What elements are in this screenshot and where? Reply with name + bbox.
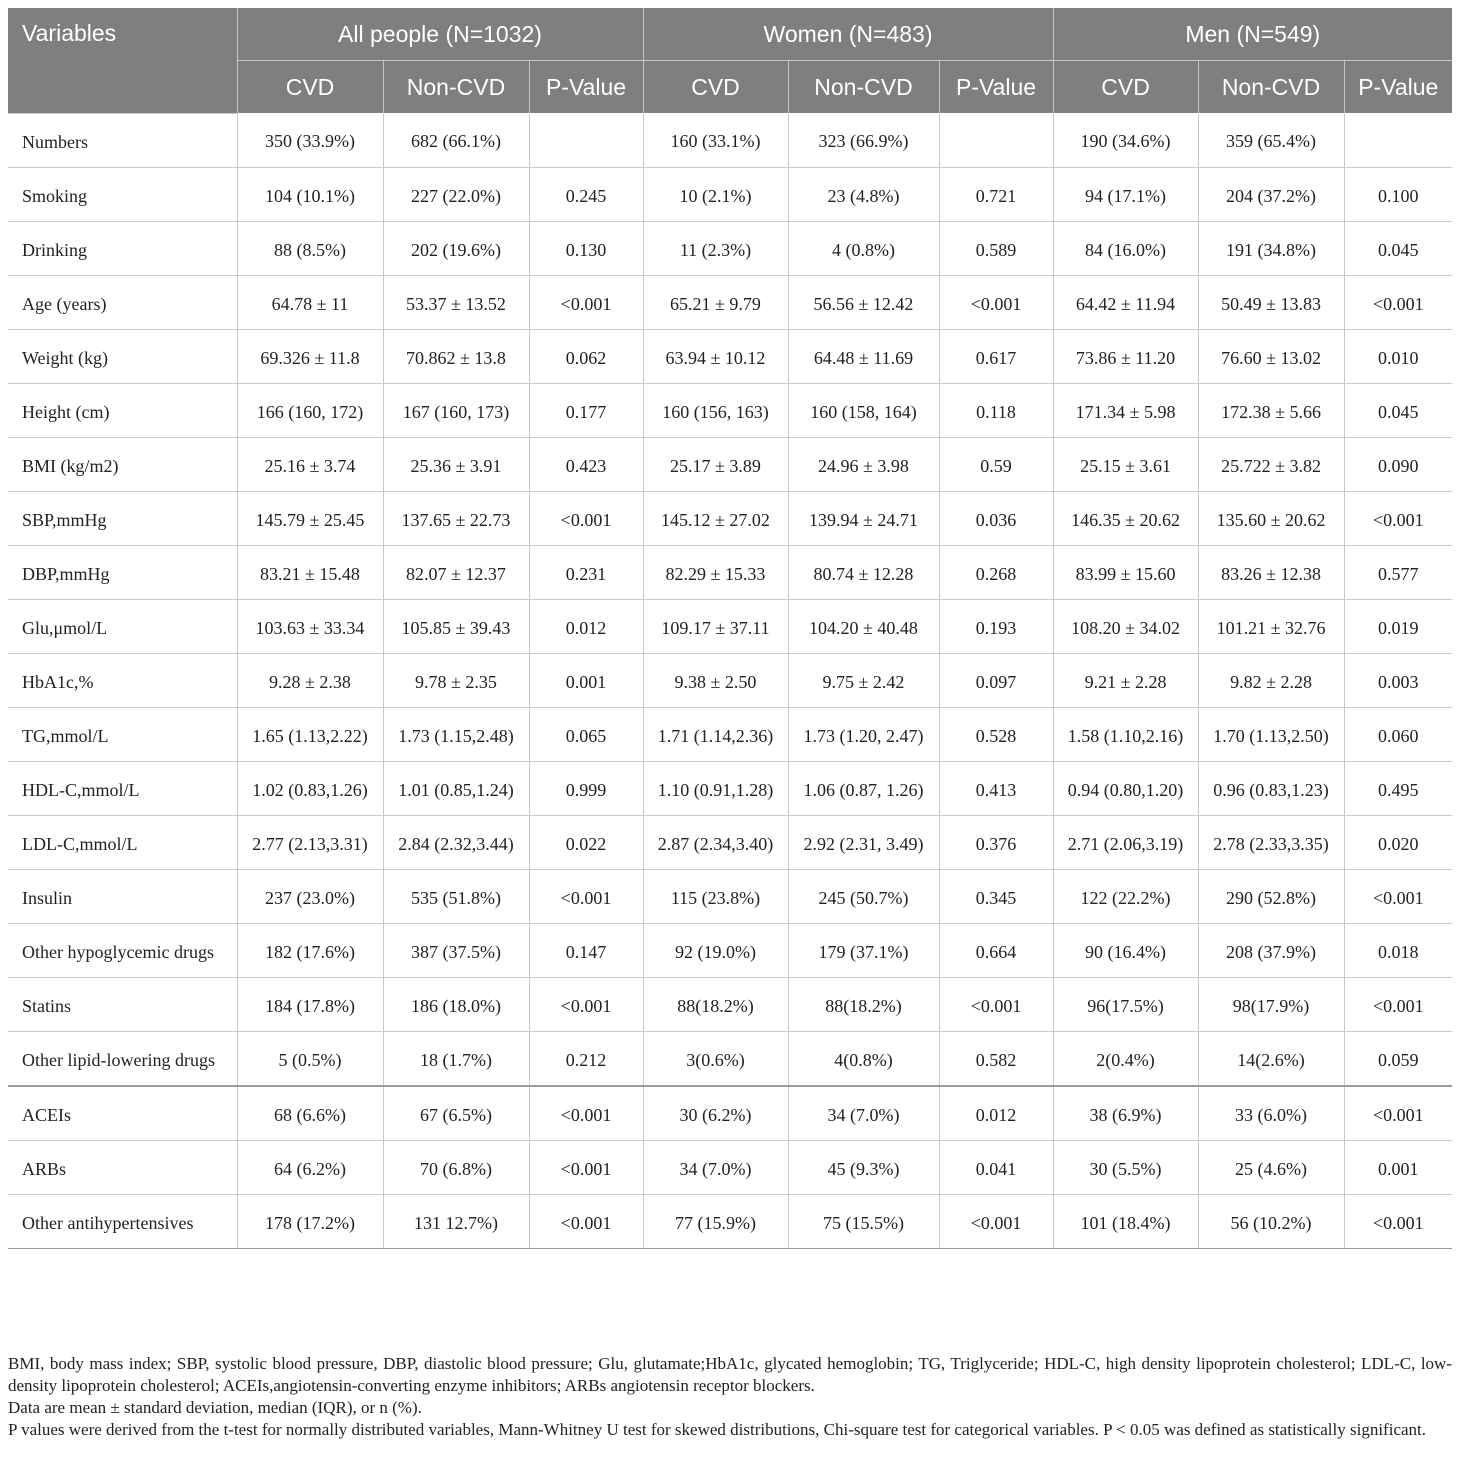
- table-cell: 25 (4.6%): [1198, 1140, 1344, 1194]
- table-cell: 0.062: [529, 329, 643, 383]
- header-variables: Variables: [8, 8, 237, 113]
- table-container: [8, 8, 1452, 1249]
- table-cell: 25.15 ± 3.61: [1053, 437, 1198, 491]
- table-cell: 290 (52.8%): [1198, 869, 1344, 923]
- table-cell: 1.02 (0.83,1.26): [237, 761, 383, 815]
- table-cell: 63.94 ± 10.12: [643, 329, 788, 383]
- table-cell: 0.376: [939, 815, 1053, 869]
- table-cell: 30 (6.2%): [643, 1086, 788, 1141]
- table-cell: 25.722 ± 3.82: [1198, 437, 1344, 491]
- table-cell: 323 (66.9%): [788, 113, 939, 167]
- table-cell: 25.17 ± 3.89: [643, 437, 788, 491]
- header-subcol: CVD: [1053, 61, 1198, 114]
- table-cell: 237 (23.0%): [237, 869, 383, 923]
- header-subcol: CVD: [237, 61, 383, 114]
- table-cell: 77 (15.9%): [643, 1194, 788, 1248]
- table-cell: 82.29 ± 15.33: [643, 545, 788, 599]
- table-cell: 0.020: [1344, 815, 1452, 869]
- table-cell: [1344, 113, 1452, 167]
- table-cell: 1.70 (1.13,2.50): [1198, 707, 1344, 761]
- table-cell: 146.35 ± 20.62: [1053, 491, 1198, 545]
- header-group-women: Women (N=483): [643, 8, 1053, 61]
- row-label: Drinking: [8, 221, 237, 275]
- table-cell: 0.721: [939, 167, 1053, 221]
- table-cell: <0.001: [1344, 1086, 1452, 1141]
- table-cell: <0.001: [529, 1140, 643, 1194]
- table-cell: 105.85 ± 39.43: [383, 599, 529, 653]
- table-row: [8, 167, 1452, 221]
- table-cell: 115 (23.8%): [643, 869, 788, 923]
- row-label: Insulin: [8, 869, 237, 923]
- row-label: DBP,mmHg: [8, 545, 237, 599]
- table-cell: 0.577: [1344, 545, 1452, 599]
- table-cell: 101 (18.4%): [1053, 1194, 1198, 1248]
- table-cell: 103.63 ± 33.34: [237, 599, 383, 653]
- table-cell: 535 (51.8%): [383, 869, 529, 923]
- table-cell: 350 (33.9%): [237, 113, 383, 167]
- table-cell: 1.65 (1.13,2.22): [237, 707, 383, 761]
- table-cell: 64 (6.2%): [237, 1140, 383, 1194]
- row-label: Glu,μmol/L: [8, 599, 237, 653]
- table-body: [8, 113, 1452, 1248]
- table-cell: <0.001: [1344, 275, 1452, 329]
- table-cell: 387 (37.5%): [383, 923, 529, 977]
- table-cell: 109.17 ± 37.11: [643, 599, 788, 653]
- header-subcol: P-Value: [1344, 61, 1452, 114]
- table-cell: 1.73 (1.20, 2.47): [788, 707, 939, 761]
- row-label: Other antihypertensives: [8, 1194, 237, 1248]
- table-cell: <0.001: [529, 275, 643, 329]
- table-cell: 53.37 ± 13.52: [383, 275, 529, 329]
- table-cell: 0.022: [529, 815, 643, 869]
- table-cell: <0.001: [1344, 1194, 1452, 1248]
- table-row: [8, 275, 1452, 329]
- table-cell: 1.06 (0.87, 1.26): [788, 761, 939, 815]
- table-cell: 92 (19.0%): [643, 923, 788, 977]
- table-cell: 108.20 ± 34.02: [1053, 599, 1198, 653]
- footnote-statistics: P values were derived from the t-test for normally distributed variables, Mann-Whitney U test for skewed distributions, Chi-square test for categorical variables. P < 0.05 was defined as statistically significant.: [8, 1420, 1427, 1439]
- table-cell: 0.495: [1344, 761, 1452, 815]
- table-cell: 0.147: [529, 923, 643, 977]
- table-row: [8, 923, 1452, 977]
- table-row: [8, 113, 1452, 167]
- table-cell: 98(17.9%): [1198, 977, 1344, 1031]
- table-cell: 0.019: [1344, 599, 1452, 653]
- table-cell: 9.75 ± 2.42: [788, 653, 939, 707]
- table-cell: 9.38 ± 2.50: [643, 653, 788, 707]
- table-cell: 64.48 ± 11.69: [788, 329, 939, 383]
- table-cell: 23 (4.8%): [788, 167, 939, 221]
- table-cell: 80.74 ± 12.28: [788, 545, 939, 599]
- table-cell: 2.87 (2.34,3.40): [643, 815, 788, 869]
- footnote-abbreviations: BMI, body mass index; SBP, systolic blood pressure, DBP, diastolic blood pressure; Glu, glutamate;HbA1c, glycated hemoglobin; TG, Triglyceride; HDL-C, high density lipoprotein cholesterol; LDL-C, low-density lipoprotein cholesterol; ACEIs,angiotensin-converting enzyme inhibitors; ARBs angiotensin receptor blockers.: [8, 1354, 1452, 1395]
- table-cell: 160 (158, 164): [788, 383, 939, 437]
- table-row: [8, 1194, 1452, 1248]
- table-cell: 0.010: [1344, 329, 1452, 383]
- table-cell: [939, 113, 1053, 167]
- table-row: [8, 1140, 1452, 1194]
- table-cell: 2.92 (2.31, 3.49): [788, 815, 939, 869]
- table-cell: 179 (37.1%): [788, 923, 939, 977]
- table-cell: 0.999: [529, 761, 643, 815]
- table-row: [8, 599, 1452, 653]
- table-cell: 0.664: [939, 923, 1053, 977]
- table-cell: 0.617: [939, 329, 1053, 383]
- table-cell: 5 (0.5%): [237, 1031, 383, 1086]
- row-label: Other hypoglycemic drugs: [8, 923, 237, 977]
- row-label: Smoking: [8, 167, 237, 221]
- table-cell: 104 (10.1%): [237, 167, 383, 221]
- table-cell: 33 (6.0%): [1198, 1086, 1344, 1141]
- table-cell: 83.99 ± 15.60: [1053, 545, 1198, 599]
- characteristics-table: [8, 8, 1452, 1249]
- table-row: [8, 329, 1452, 383]
- table-cell: 67 (6.5%): [383, 1086, 529, 1141]
- table-cell: 101.21 ± 32.76: [1198, 599, 1344, 653]
- row-label: HbA1c,%: [8, 653, 237, 707]
- table-cell: 172.38 ± 5.66: [1198, 383, 1344, 437]
- table-cell: 38 (6.9%): [1053, 1086, 1198, 1141]
- table-cell: 25.36 ± 3.91: [383, 437, 529, 491]
- table-cell: 160 (33.1%): [643, 113, 788, 167]
- table-cell: 73.86 ± 11.20: [1053, 329, 1198, 383]
- row-label: TG,mmol/L: [8, 707, 237, 761]
- table-cell: 88(18.2%): [643, 977, 788, 1031]
- table-cell: 11 (2.3%): [643, 221, 788, 275]
- table-cell: 65.21 ± 9.79: [643, 275, 788, 329]
- row-label: Weight (kg): [8, 329, 237, 383]
- table-cell: 84 (16.0%): [1053, 221, 1198, 275]
- table-cell: 359 (65.4%): [1198, 113, 1344, 167]
- table-cell: 18 (1.7%): [383, 1031, 529, 1086]
- row-label: Other lipid-lowering drugs: [8, 1031, 237, 1086]
- table-cell: <0.001: [529, 977, 643, 1031]
- table-cell: 204 (37.2%): [1198, 167, 1344, 221]
- table-cell: 3(0.6%): [643, 1031, 788, 1086]
- table-cell: 0.036: [939, 491, 1053, 545]
- table-cell: 0.090: [1344, 437, 1452, 491]
- table-cell: 171.34 ± 5.98: [1053, 383, 1198, 437]
- table-cell: 227 (22.0%): [383, 167, 529, 221]
- table-cell: 208 (37.9%): [1198, 923, 1344, 977]
- row-label: BMI (kg/m2): [8, 437, 237, 491]
- table-cell: 64.42 ± 11.94: [1053, 275, 1198, 329]
- table-cell: [529, 113, 643, 167]
- row-label: ARBs: [8, 1140, 237, 1194]
- table-cell: <0.001: [939, 1194, 1053, 1248]
- table-cell: 0.94 (0.80,1.20): [1053, 761, 1198, 815]
- table-cell: 4(0.8%): [788, 1031, 939, 1086]
- table-cell: 10 (2.1%): [643, 167, 788, 221]
- table-cell: 0.097: [939, 653, 1053, 707]
- table-cell: 186 (18.0%): [383, 977, 529, 1031]
- table-cell: <0.001: [529, 869, 643, 923]
- row-label: SBP,mmHg: [8, 491, 237, 545]
- table-cell: 25.16 ± 3.74: [237, 437, 383, 491]
- table-cell: 0.001: [1344, 1140, 1452, 1194]
- table-cell: 0.193: [939, 599, 1053, 653]
- header-subcol: P-Value: [939, 61, 1053, 114]
- row-label: Numbers: [8, 113, 237, 167]
- header-subcol: Non-CVD: [1198, 61, 1344, 114]
- table-cell: 1.58 (1.10,2.16): [1053, 707, 1198, 761]
- table-cell: 9.28 ± 2.38: [237, 653, 383, 707]
- table-row: [8, 653, 1452, 707]
- table-row: [8, 221, 1452, 275]
- table-cell: 45 (9.3%): [788, 1140, 939, 1194]
- table-cell: 135.60 ± 20.62: [1198, 491, 1344, 545]
- table-cell: 68 (6.6%): [237, 1086, 383, 1141]
- table-row: [8, 1031, 1452, 1086]
- table-cell: 1.73 (1.15,2.48): [383, 707, 529, 761]
- table-cell: 0.100: [1344, 167, 1452, 221]
- table-cell: 191 (34.8%): [1198, 221, 1344, 275]
- table-cell: <0.001: [1344, 977, 1452, 1031]
- table-cell: 82.07 ± 12.37: [383, 545, 529, 599]
- table-cell: 184 (17.8%): [237, 977, 383, 1031]
- table-cell: 139.94 ± 24.71: [788, 491, 939, 545]
- table-cell: 0.065: [529, 707, 643, 761]
- table-cell: 0.001: [529, 653, 643, 707]
- table-cell: <0.001: [1344, 491, 1452, 545]
- table-cell: 70 (6.8%): [383, 1140, 529, 1194]
- table-cell: 9.21 ± 2.28: [1053, 653, 1198, 707]
- table-cell: 0.345: [939, 869, 1053, 923]
- table-cell: 137.65 ± 22.73: [383, 491, 529, 545]
- table-cell: 2.77 (2.13,3.31): [237, 815, 383, 869]
- table-cell: <0.001: [529, 1194, 643, 1248]
- table-cell: 83.26 ± 12.38: [1198, 545, 1344, 599]
- table-cell: 145.79 ± 25.45: [237, 491, 383, 545]
- header-subcol: CVD: [643, 61, 788, 114]
- table-cell: 30 (5.5%): [1053, 1140, 1198, 1194]
- table-row: [8, 707, 1452, 761]
- table-cell: <0.001: [529, 491, 643, 545]
- table-cell: 0.045: [1344, 383, 1452, 437]
- table-cell: 166 (160, 172): [237, 383, 383, 437]
- table-cell: 1.01 (0.85,1.24): [383, 761, 529, 815]
- table-cell: 0.012: [939, 1086, 1053, 1141]
- table-cell: 1.10 (0.91,1.28): [643, 761, 788, 815]
- table-cell: 0.130: [529, 221, 643, 275]
- header-group-all: All people (N=1032): [237, 8, 643, 61]
- table-cell: <0.001: [939, 275, 1053, 329]
- table-row: [8, 491, 1452, 545]
- table-cell: 0.59: [939, 437, 1053, 491]
- table-cell: 4 (0.8%): [788, 221, 939, 275]
- table-cell: 145.12 ± 27.02: [643, 491, 788, 545]
- table-cell: 24.96 ± 3.98: [788, 437, 939, 491]
- table-row: [8, 761, 1452, 815]
- row-label: Height (cm): [8, 383, 237, 437]
- table-cell: 0.045: [1344, 221, 1452, 275]
- table-cell: 178 (17.2%): [237, 1194, 383, 1248]
- table-cell: 2.71 (2.06,3.19): [1053, 815, 1198, 869]
- table-cell: 9.78 ± 2.35: [383, 653, 529, 707]
- table-cell: 0.041: [939, 1140, 1053, 1194]
- table-row: [8, 869, 1452, 923]
- header-subcol: P-Value: [529, 61, 643, 114]
- table-cell: 56.56 ± 12.42: [788, 275, 939, 329]
- table-cell: 245 (50.7%): [788, 869, 939, 923]
- table-cell: 34 (7.0%): [788, 1086, 939, 1141]
- table-cell: 131 12.7%): [383, 1194, 529, 1248]
- table-cell: 182 (17.6%): [237, 923, 383, 977]
- table-cell: 2(0.4%): [1053, 1031, 1198, 1086]
- header-group-men: Men (N=549): [1053, 8, 1452, 61]
- table-cell: 0.589: [939, 221, 1053, 275]
- table-cell: 70.862 ± 13.8: [383, 329, 529, 383]
- table-cell: 88(18.2%): [788, 977, 939, 1031]
- table-cell: 0.96 (0.83,1.23): [1198, 761, 1344, 815]
- table-cell: 0.177: [529, 383, 643, 437]
- table-cell: 69.326 ± 11.8: [237, 329, 383, 383]
- row-label: LDL-C,mmol/L: [8, 815, 237, 869]
- table-cell: 56 (10.2%): [1198, 1194, 1344, 1248]
- table-cell: 202 (19.6%): [383, 221, 529, 275]
- table-cell: 0.268: [939, 545, 1053, 599]
- table-cell: 167 (160, 173): [383, 383, 529, 437]
- table-cell: 9.82 ± 2.28: [1198, 653, 1344, 707]
- header-subcol: Non-CVD: [788, 61, 939, 114]
- table-row: [8, 1086, 1452, 1141]
- table-cell: 75 (15.5%): [788, 1194, 939, 1248]
- table-cell: 0.528: [939, 707, 1053, 761]
- table-cell: 122 (22.2%): [1053, 869, 1198, 923]
- table-cell: 2.78 (2.33,3.35): [1198, 815, 1344, 869]
- table-cell: 1.71 (1.14,2.36): [643, 707, 788, 761]
- row-label: Statins: [8, 977, 237, 1031]
- table-cell: 190 (34.6%): [1053, 113, 1198, 167]
- table-cell: 104.20 ± 40.48: [788, 599, 939, 653]
- table-cell: 0.059: [1344, 1031, 1452, 1086]
- table-row: [8, 383, 1452, 437]
- table-cell: 682 (66.1%): [383, 113, 529, 167]
- row-label: ACEIs: [8, 1086, 237, 1141]
- table-cell: 0.003: [1344, 653, 1452, 707]
- table-cell: 0.012: [529, 599, 643, 653]
- table-row: [8, 545, 1452, 599]
- table-footnotes: [8, 1353, 1452, 1441]
- table-cell: 34 (7.0%): [643, 1140, 788, 1194]
- table-cell: 96(17.5%): [1053, 977, 1198, 1031]
- table-cell: 0.423: [529, 437, 643, 491]
- table-cell: 2.84 (2.32,3.44): [383, 815, 529, 869]
- table-cell: <0.001: [939, 977, 1053, 1031]
- table-cell: 0.413: [939, 761, 1053, 815]
- table-cell: 0.582: [939, 1031, 1053, 1086]
- table-cell: 0.118: [939, 383, 1053, 437]
- table-row: [8, 437, 1452, 491]
- table-cell: <0.001: [529, 1086, 643, 1141]
- table-cell: 76.60 ± 13.02: [1198, 329, 1344, 383]
- table-row: [8, 815, 1452, 869]
- table-cell: 0.060: [1344, 707, 1452, 761]
- table-row: [8, 977, 1452, 1031]
- row-label: Age (years): [8, 275, 237, 329]
- footnote-data-format: Data are mean ± standard deviation, median (IQR), or n (%).: [8, 1398, 422, 1417]
- header-subcol: Non-CVD: [383, 61, 529, 114]
- table-cell: 14(2.6%): [1198, 1031, 1344, 1086]
- table-cell: 83.21 ± 15.48: [237, 545, 383, 599]
- table-cell: 0.212: [529, 1031, 643, 1086]
- table-cell: 0.245: [529, 167, 643, 221]
- table-cell: 0.018: [1344, 923, 1452, 977]
- table-cell: 94 (17.1%): [1053, 167, 1198, 221]
- table-cell: 0.231: [529, 545, 643, 599]
- table-cell: 64.78 ± 11: [237, 275, 383, 329]
- table-cell: <0.001: [1344, 869, 1452, 923]
- table-cell: 88 (8.5%): [237, 221, 383, 275]
- table-cell: 160 (156, 163): [643, 383, 788, 437]
- table-cell: 90 (16.4%): [1053, 923, 1198, 977]
- table-cell: 50.49 ± 13.83: [1198, 275, 1344, 329]
- row-label: HDL-C,mmol/L: [8, 761, 237, 815]
